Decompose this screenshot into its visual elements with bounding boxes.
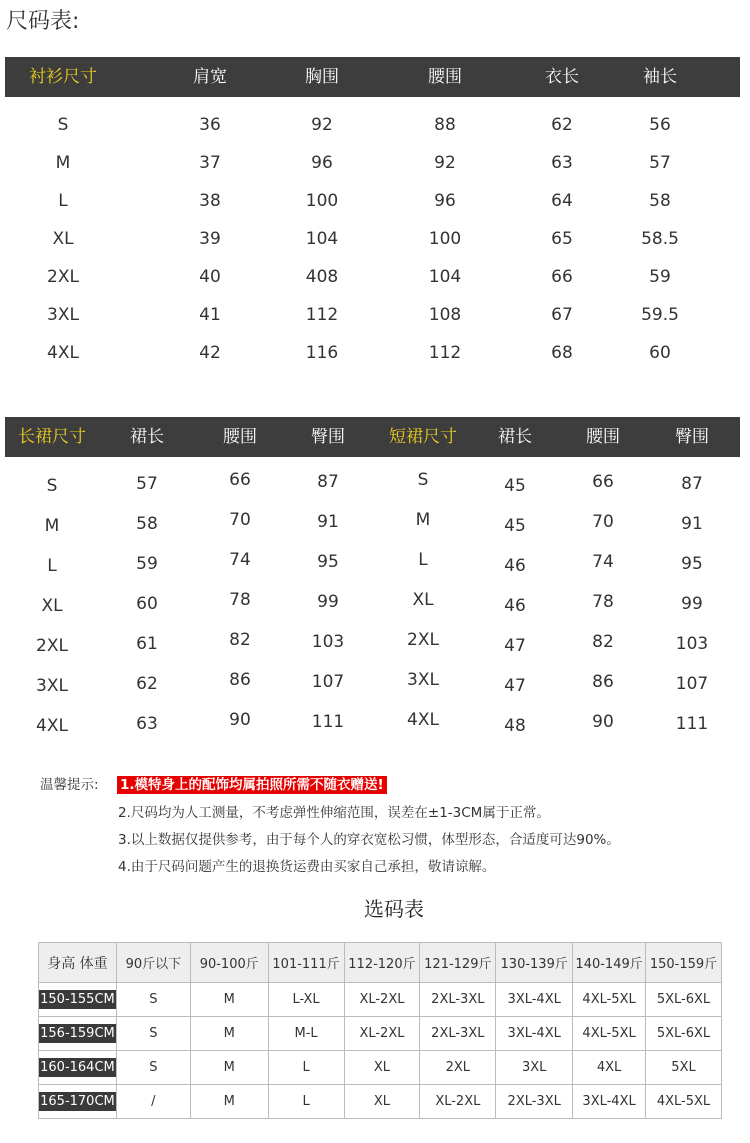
table-cell: 95	[681, 554, 703, 574]
table-cell: 57	[649, 153, 671, 173]
table-cell: 39	[199, 229, 221, 249]
table-cell: XL	[41, 596, 63, 616]
table-cell: 47	[504, 636, 526, 656]
column-header: 101-111斤	[268, 943, 344, 983]
table-cell: M	[190, 1051, 268, 1085]
height-label	[39, 1051, 117, 1085]
table-cell: 42	[199, 343, 221, 363]
column-header: 衣长	[545, 67, 579, 87]
table-cell: 45	[504, 516, 526, 536]
table-cell: 103	[311, 632, 345, 652]
column-header: 90-100斤	[190, 943, 268, 983]
table-cell: 74	[592, 552, 614, 572]
table-cell: L	[268, 1085, 344, 1119]
table-cell: L	[268, 1051, 344, 1085]
table-cell: 63	[551, 153, 573, 173]
table-cell: 3XL	[496, 1051, 573, 1085]
table-cell: 5XL-6XL	[646, 983, 722, 1017]
table-cell: 59	[136, 554, 158, 574]
column-header: 150-159斤	[646, 943, 722, 983]
table-cell: 66	[592, 472, 614, 492]
table-cell: 104	[428, 267, 462, 287]
table-cell: 66	[551, 267, 573, 287]
table-cell: XL	[412, 590, 434, 610]
table-cell: 4XL	[573, 1051, 646, 1085]
table-row	[39, 1017, 722, 1051]
table-cell: 3XL	[47, 305, 79, 325]
notes-label: 温馨提示:	[40, 777, 99, 793]
column-header: 121-129斤	[420, 943, 496, 983]
table-cell: 107	[311, 672, 345, 692]
table-cell: 82	[229, 630, 251, 650]
table-cell: M	[55, 153, 71, 173]
table-cell: 57	[136, 474, 158, 494]
table-cell: M	[415, 510, 431, 530]
selector-title: 选码表	[364, 897, 424, 921]
table-cell: 59	[649, 267, 671, 287]
table-cell: S	[116, 1017, 190, 1051]
table-cell: 4XL	[47, 343, 79, 363]
table-cell: 61	[136, 634, 158, 654]
note-2: 2.尺码均为人工测量，不考虑弹性伸缩范围，误差在±1-3CM属于正常。	[118, 805, 550, 821]
table-row	[39, 1085, 722, 1119]
table-cell: 408	[305, 267, 339, 287]
table-cell: XL-2XL	[420, 1085, 496, 1119]
table-cell: 68	[551, 343, 573, 363]
height-text: 160-164CM	[40, 1060, 115, 1075]
table-cell: 88	[434, 115, 456, 135]
table-cell: 3XL	[407, 670, 439, 690]
table-row	[39, 983, 722, 1017]
table-cell: 112	[428, 343, 462, 363]
table-cell: 65	[551, 229, 573, 249]
table-cell: 45	[504, 476, 526, 496]
height-label	[39, 1017, 117, 1051]
note-1-text: 1.模特身上的配饰均属拍照所需不随衣赠送!	[117, 776, 387, 794]
table-cell: 3XL-4XL	[573, 1085, 646, 1119]
table-cell: M-L	[268, 1017, 344, 1051]
table-cell: 64	[551, 191, 573, 211]
table-cell: 66	[229, 470, 251, 490]
table-cell: 92	[434, 153, 456, 173]
table-cell: 63	[136, 714, 158, 734]
table-cell: XL-2XL	[344, 1017, 420, 1051]
table-cell: 91	[681, 514, 703, 534]
table-cell: 87	[681, 474, 703, 494]
table-cell: 92	[311, 115, 333, 135]
column-header: 裙长	[130, 427, 164, 447]
column-header: 身高 体重	[39, 943, 117, 983]
column-header: 腰围	[428, 67, 462, 87]
table-cell: 103	[675, 634, 709, 654]
column-header: 腰围	[223, 427, 257, 447]
table-cell: M	[44, 516, 60, 536]
table-cell: 111	[311, 712, 345, 732]
note-4: 4.由于尺码问题产生的退换货运费由买家自己承担，敬请谅解。	[118, 859, 496, 875]
table-cell: 99	[317, 592, 339, 612]
table-cell: 108	[428, 305, 462, 325]
table-cell: 5XL-6XL	[646, 1017, 722, 1051]
column-header: 112-120斤	[344, 943, 420, 983]
size-selector-table	[38, 942, 722, 1119]
table-cell: 36	[199, 115, 221, 135]
table-cell: 2XL	[36, 636, 68, 656]
table-cell: S	[116, 1051, 190, 1085]
column-header: 90斤以下	[116, 943, 190, 983]
table-cell: 58	[649, 191, 671, 211]
table-cell: 40	[199, 267, 221, 287]
table-cell: M	[190, 983, 268, 1017]
table-cell: 2XL-3XL	[496, 1085, 573, 1119]
column-header: 140-149斤	[573, 943, 646, 983]
table-cell: 4XL	[36, 716, 68, 736]
table-cell: 58.5	[641, 229, 679, 249]
table-cell: 67	[551, 305, 573, 325]
table-cell: 62	[136, 674, 158, 694]
table-cell: 4XL-5XL	[646, 1085, 722, 1119]
height-text: 156-159CM	[40, 1026, 115, 1041]
note-1	[117, 773, 387, 793]
table-cell: 99	[681, 594, 703, 614]
table-cell: 58	[136, 514, 158, 534]
table-cell: XL-2XL	[344, 983, 420, 1017]
table-cell: /	[116, 1085, 190, 1119]
table-cell: XL	[344, 1051, 420, 1085]
table-cell: S	[46, 476, 58, 496]
table-cell: 48	[504, 716, 526, 736]
table-cell: 59.5	[641, 305, 679, 325]
table-cell: XL	[52, 229, 74, 249]
table-cell: 4XL	[407, 710, 439, 730]
table-cell: 86	[592, 672, 614, 692]
table-cell: M	[190, 1085, 268, 1119]
table-cell: 41	[199, 305, 221, 325]
table-cell: 46	[504, 596, 526, 616]
column-header: 肩宽	[193, 67, 227, 87]
table-cell: 100	[305, 191, 339, 211]
table-cell: S	[417, 470, 429, 490]
table-cell: 2XL	[407, 630, 439, 650]
table-cell: 104	[305, 229, 339, 249]
table-cell: 5XL	[646, 1051, 722, 1085]
table-cell: 90	[229, 710, 251, 730]
table-cell: 3XL	[36, 676, 68, 696]
table-cell: 37	[199, 153, 221, 173]
table-cell: 60	[649, 343, 671, 363]
table-cell: 2XL	[47, 267, 79, 287]
table-cell: 2XL	[420, 1051, 496, 1085]
table-cell: 74	[229, 550, 251, 570]
table-cell: 3XL-4XL	[496, 1017, 573, 1051]
table-cell: 107	[675, 674, 709, 694]
table-cell: S	[116, 983, 190, 1017]
table-cell: 4XL-5XL	[573, 1017, 646, 1051]
table-cell: L-XL	[268, 983, 344, 1017]
table-cell: 87	[317, 472, 339, 492]
table-cell: 56	[649, 115, 671, 135]
table-cell: 46	[504, 556, 526, 576]
table-cell: 86	[229, 670, 251, 690]
table-cell: 116	[305, 343, 339, 363]
table-cell: XL	[344, 1085, 420, 1119]
column-header: 袖长	[643, 67, 677, 87]
table-cell: 95	[317, 552, 339, 572]
table-cell: 90	[592, 712, 614, 732]
table-cell: 4XL-5XL	[573, 983, 646, 1017]
column-header: 短裙尺寸	[389, 427, 457, 447]
column-header: 衬衫尺寸	[29, 67, 97, 87]
height-label	[39, 983, 117, 1017]
column-header: 臀围	[675, 427, 709, 447]
table-cell: 70	[592, 512, 614, 532]
table-cell: 2XL-3XL	[420, 983, 496, 1017]
column-header: 130-139斤	[496, 943, 573, 983]
height-text: 165-170CM	[40, 1094, 115, 1109]
table-cell: 78	[592, 592, 614, 612]
table-cell: 78	[229, 590, 251, 610]
page-title: 尺码表:	[6, 9, 80, 34]
column-header: 胸围	[305, 67, 339, 87]
skirt-table-header	[5, 417, 740, 457]
table-cell: S	[57, 115, 69, 135]
column-header: 裙长	[498, 427, 532, 447]
table-cell: L	[58, 191, 68, 211]
table-cell: 70	[229, 510, 251, 530]
table-cell: 62	[551, 115, 573, 135]
table-cell: 82	[592, 632, 614, 652]
height-text: 150-155CM	[40, 992, 115, 1007]
column-header: 长裙尺寸	[18, 427, 86, 447]
table-cell: 111	[675, 714, 709, 734]
height-label	[39, 1085, 117, 1119]
column-header: 臀围	[311, 427, 345, 447]
column-header: 腰围	[586, 427, 620, 447]
table-cell: M	[190, 1017, 268, 1051]
table-cell: 91	[317, 512, 339, 532]
table-cell: 2XL-3XL	[420, 1017, 496, 1051]
table-cell: 96	[434, 191, 456, 211]
table-cell: 100	[428, 229, 462, 249]
table-cell: L	[47, 556, 57, 576]
table-cell: 60	[136, 594, 158, 614]
shirt-table-header	[5, 57, 740, 97]
note-3: 3.以上数据仅提供参考，由于每个人的穿衣宽松习惯，体型形态，合适度可达90%。	[118, 832, 620, 848]
table-row	[39, 1051, 722, 1085]
table-cell: L	[418, 550, 428, 570]
table-cell: 3XL-4XL	[496, 983, 573, 1017]
table-cell: 112	[305, 305, 339, 325]
table-cell: 38	[199, 191, 221, 211]
header-row	[39, 943, 722, 983]
table-cell: 47	[504, 676, 526, 696]
table-cell: 96	[311, 153, 333, 173]
